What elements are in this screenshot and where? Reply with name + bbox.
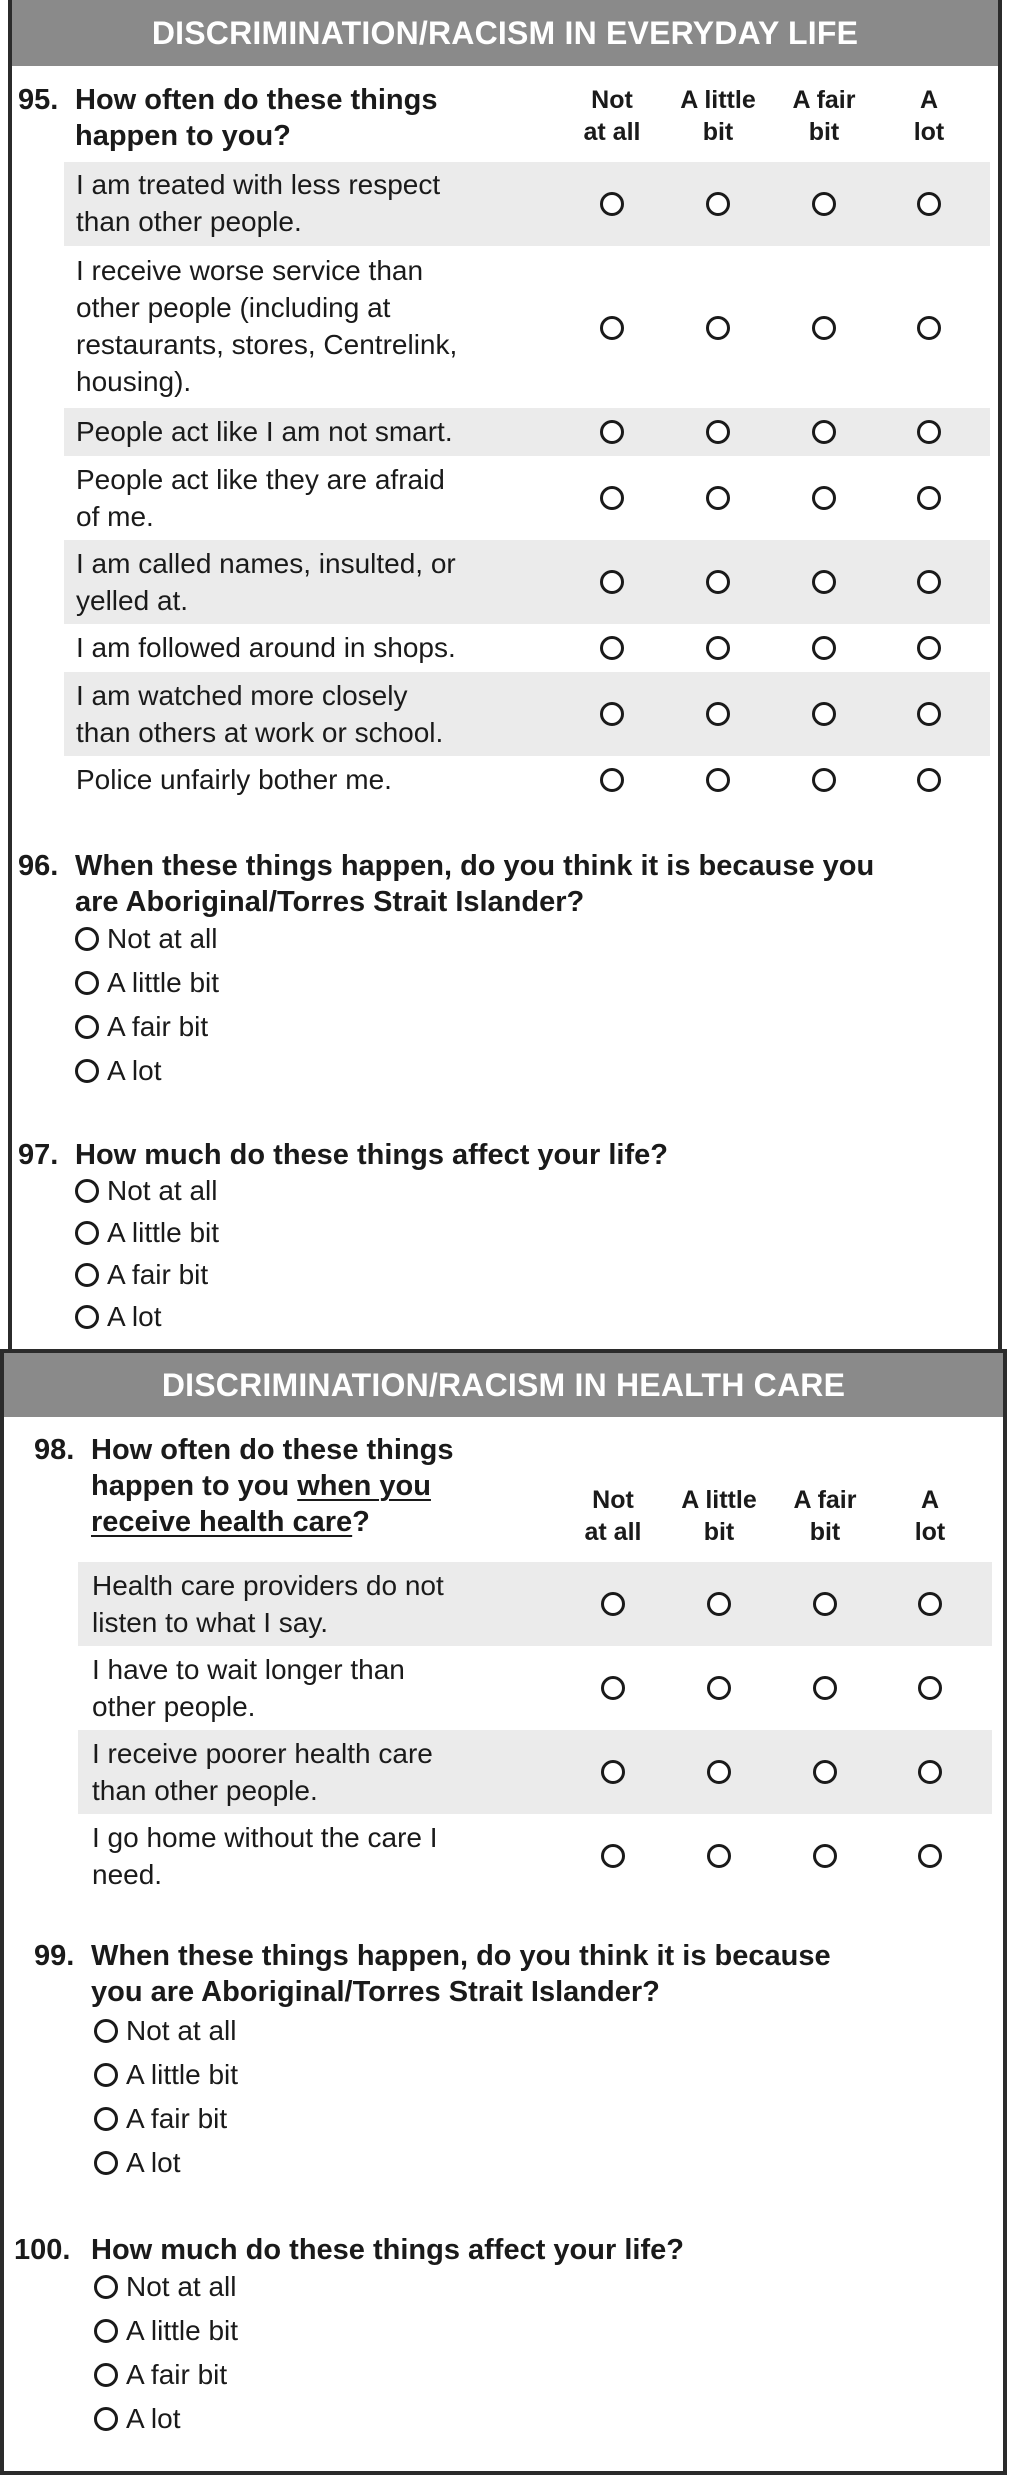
option-label: A fair bit [107, 1011, 209, 1042]
question-95-line2: happen to you? [75, 120, 291, 152]
radio-a-fair-bit[interactable] [812, 420, 836, 444]
radio-a-lot[interactable] [917, 636, 941, 660]
row-text: I receive worse service than [76, 255, 424, 286]
option-label: A fair bit [126, 2103, 228, 2134]
radio-circle[interactable] [94, 2063, 118, 2087]
option-label: A lot [107, 1301, 162, 1332]
row-text: People act like I am not smart. [76, 416, 453, 447]
option-not-at-all[interactable] [94, 2270, 237, 2304]
radio-a-lot[interactable] [918, 1592, 942, 1616]
row-text: than others at work or school. [76, 717, 444, 748]
radio-a-little-bit[interactable] [707, 1676, 731, 1700]
radio-a-fair-bit[interactable] [812, 316, 836, 340]
table-row [64, 246, 990, 408]
radio-a-lot[interactable] [917, 486, 941, 510]
row-text: Police unfairly bother me. [76, 764, 392, 795]
radio-a-little-bit[interactable] [706, 768, 730, 792]
column-header-not-at-all: Not at all [583, 86, 641, 146]
table-row [64, 162, 990, 246]
radio-a-fair-bit[interactable] [813, 1760, 837, 1784]
row-text: listen to what I say. [92, 1607, 329, 1638]
option-label: Not at all [126, 2271, 237, 2302]
row-text: other people (including at [76, 292, 391, 323]
radio-a-lot[interactable] [918, 1676, 942, 1700]
radio-circle[interactable] [94, 2407, 118, 2431]
option-a-fair-bit[interactable] [94, 2358, 227, 2392]
radio-circle[interactable] [94, 2275, 118, 2299]
row-text: yelled at. [76, 585, 189, 616]
radio-a-lot[interactable] [917, 420, 941, 444]
table-row [64, 624, 990, 672]
option-a-lot[interactable] [75, 1054, 161, 1088]
table-row [64, 540, 990, 624]
row-text: need. [92, 1859, 163, 1890]
section-header-health-care: DISCRIMINATION/RACISM IN HEALTH CARE [4, 1353, 1003, 1417]
radio-a-little-bit[interactable] [706, 420, 730, 444]
radio-a-lot[interactable] [917, 702, 941, 726]
option-label: A little bit [107, 1217, 220, 1248]
option-a-lot[interactable] [75, 1300, 161, 1334]
table-row [64, 672, 990, 756]
row-text: than other people. [76, 206, 302, 237]
option-label: A little bit [126, 2059, 239, 2090]
row-text: I have to wait longer than [92, 1654, 405, 1685]
option-a-lot[interactable] [94, 2402, 180, 2436]
radio-not-at-all[interactable] [600, 570, 624, 594]
question-100-line1: How much do these things affect your life? [91, 2234, 684, 2266]
section-header-everyday-life: DISCRIMINATION/RACISM IN EVERYDAY LIFE [12, 0, 998, 66]
radio-circle[interactable] [75, 1263, 99, 1287]
option-label: Not at all [126, 2015, 237, 2046]
radio-circle[interactable] [75, 1015, 99, 1039]
option-a-little-bit[interactable] [94, 2314, 238, 2348]
column-header-a-fair-bit: A fair bit [793, 1486, 857, 1546]
table-row [64, 456, 990, 540]
option-a-little-bit[interactable] [94, 2058, 238, 2092]
radio-a-fair-bit[interactable] [812, 486, 836, 510]
column-header-not-at-all: Not at all [584, 1486, 642, 1546]
radio-a-little-bit[interactable] [706, 636, 730, 660]
question-96-line2: are Aboriginal/Torres Strait Islander? [75, 886, 585, 918]
table-row [78, 1562, 992, 1646]
radio-circle[interactable] [94, 2151, 118, 2175]
radio-a-fair-bit[interactable] [812, 636, 836, 660]
column-header-a-fair-bit: A fair bit [792, 86, 856, 146]
column-header-a-little-bit: A little bit [680, 86, 756, 146]
row-text: I receive poorer health care [92, 1738, 433, 1769]
row-text: I am watched more closely [76, 680, 408, 711]
radio-not-at-all[interactable] [600, 192, 624, 216]
radio-a-little-bit[interactable] [707, 1760, 731, 1784]
radio-not-at-all[interactable] [601, 1592, 625, 1616]
radio-a-fair-bit[interactable] [812, 702, 836, 726]
row-text: restaurants, stores, Centrelink, [76, 329, 458, 360]
radio-a-lot[interactable] [917, 768, 941, 792]
option-a-fair-bit[interactable] [75, 1010, 208, 1044]
question-number-99: 99. [34, 1940, 75, 1972]
question-99-line2: you are Aboriginal/Torres Strait Islander? [91, 1976, 660, 2008]
option-label: A lot [107, 1055, 162, 1086]
radio-a-lot[interactable] [918, 1760, 942, 1784]
radio-not-at-all[interactable] [600, 486, 624, 510]
table-row [78, 1814, 992, 1898]
radio-a-lot[interactable] [917, 570, 941, 594]
radio-not-at-all[interactable] [601, 1760, 625, 1784]
radio-a-fair-bit[interactable] [812, 570, 836, 594]
radio-circle[interactable] [75, 1305, 99, 1329]
option-label: A lot [126, 2147, 181, 2178]
radio-a-fair-bit[interactable] [812, 192, 836, 216]
table-row [78, 1730, 992, 1814]
radio-a-little-bit[interactable] [706, 486, 730, 510]
radio-circle[interactable] [94, 2363, 118, 2387]
radio-not-at-all[interactable] [601, 1844, 625, 1868]
radio-a-lot[interactable] [917, 192, 941, 216]
row-text: I am followed around in shops. [76, 632, 456, 663]
option-label: Not at all [107, 923, 218, 954]
question-98-line3: receive health care? [91, 1506, 370, 1538]
row-text: than other people. [92, 1775, 318, 1806]
option-a-fair-bit[interactable] [75, 1258, 208, 1292]
option-not-at-all[interactable] [75, 922, 218, 956]
question-number-98: 98. [34, 1434, 75, 1466]
row-text: I am treated with less respect [76, 169, 441, 200]
radio-a-little-bit[interactable] [707, 1844, 731, 1868]
radio-circle[interactable] [75, 1179, 99, 1203]
question-number-100: 100. [14, 2234, 71, 2266]
radio-circle[interactable] [94, 2107, 118, 2131]
option-label: A little bit [107, 967, 220, 998]
question-number-95: 95. [18, 84, 59, 116]
option-a-little-bit[interactable] [75, 966, 219, 1000]
row-text: I go home without the care I [92, 1822, 438, 1853]
table-row [64, 756, 990, 804]
radio-a-little-bit[interactable] [706, 192, 730, 216]
question-98-line2: happen to you when you [91, 1470, 431, 1502]
radio-circle[interactable] [94, 2019, 118, 2043]
radio-not-at-all[interactable] [600, 702, 624, 726]
option-label: A little bit [126, 2315, 239, 2346]
radio-a-little-bit[interactable] [707, 1592, 731, 1616]
radio-circle[interactable] [75, 927, 99, 951]
radio-not-at-all[interactable] [600, 316, 624, 340]
row-text: housing). [76, 366, 192, 397]
question-97-line1: How much do these things affect your life? [75, 1139, 668, 1171]
radio-a-fair-bit[interactable] [813, 1592, 837, 1616]
question-95-line1: How often do these things [75, 84, 438, 116]
radio-not-at-all[interactable] [600, 768, 624, 792]
radio-a-fair-bit[interactable] [812, 768, 836, 792]
row-text: I am called names, insulted, or [76, 548, 456, 579]
option-label: Not at all [107, 1175, 218, 1206]
column-header-a-lot: A lot [913, 86, 945, 146]
row-text: other people. [92, 1691, 256, 1722]
radio-not-at-all[interactable] [600, 420, 624, 444]
option-not-at-all[interactable] [94, 2014, 237, 2048]
radio-circle[interactable] [75, 1059, 99, 1083]
option-label: A fair bit [107, 1259, 209, 1290]
column-header-a-little-bit: A little bit [681, 1486, 757, 1546]
radio-a-little-bit[interactable] [706, 702, 730, 726]
question-number-97: 97. [18, 1139, 59, 1171]
question-96-line1: When these things happen, do you think it is because you [75, 850, 875, 882]
question-98-line1: How often do these things [91, 1434, 454, 1466]
option-label: A lot [126, 2403, 181, 2434]
column-header-a-lot: A lot [914, 1486, 946, 1546]
radio-circle[interactable] [75, 1221, 99, 1245]
radio-a-little-bit[interactable] [706, 570, 730, 594]
row-text: Health care providers do not [92, 1570, 444, 1601]
option-label: A fair bit [126, 2359, 228, 2390]
option-not-at-all[interactable] [75, 1174, 218, 1208]
radio-a-little-bit[interactable] [706, 316, 730, 340]
radio-a-fair-bit[interactable] [813, 1844, 837, 1868]
table-row [78, 1646, 992, 1730]
option-a-little-bit[interactable] [75, 1216, 219, 1250]
row-text: of me. [76, 501, 154, 532]
option-a-fair-bit[interactable] [94, 2102, 227, 2136]
radio-a-lot[interactable] [918, 1844, 942, 1868]
option-a-lot[interactable] [94, 2146, 180, 2180]
question-99-line1: When these things happen, do you think it is because [91, 1940, 831, 1972]
row-text: People act like they are afraid [76, 464, 445, 495]
radio-a-fair-bit[interactable] [813, 1676, 837, 1700]
question-number-96: 96. [18, 850, 59, 882]
table-row [64, 408, 990, 456]
radio-circle[interactable] [75, 971, 99, 995]
radio-not-at-all[interactable] [601, 1676, 625, 1700]
radio-a-lot[interactable] [917, 316, 941, 340]
radio-circle[interactable] [94, 2319, 118, 2343]
radio-not-at-all[interactable] [600, 636, 624, 660]
